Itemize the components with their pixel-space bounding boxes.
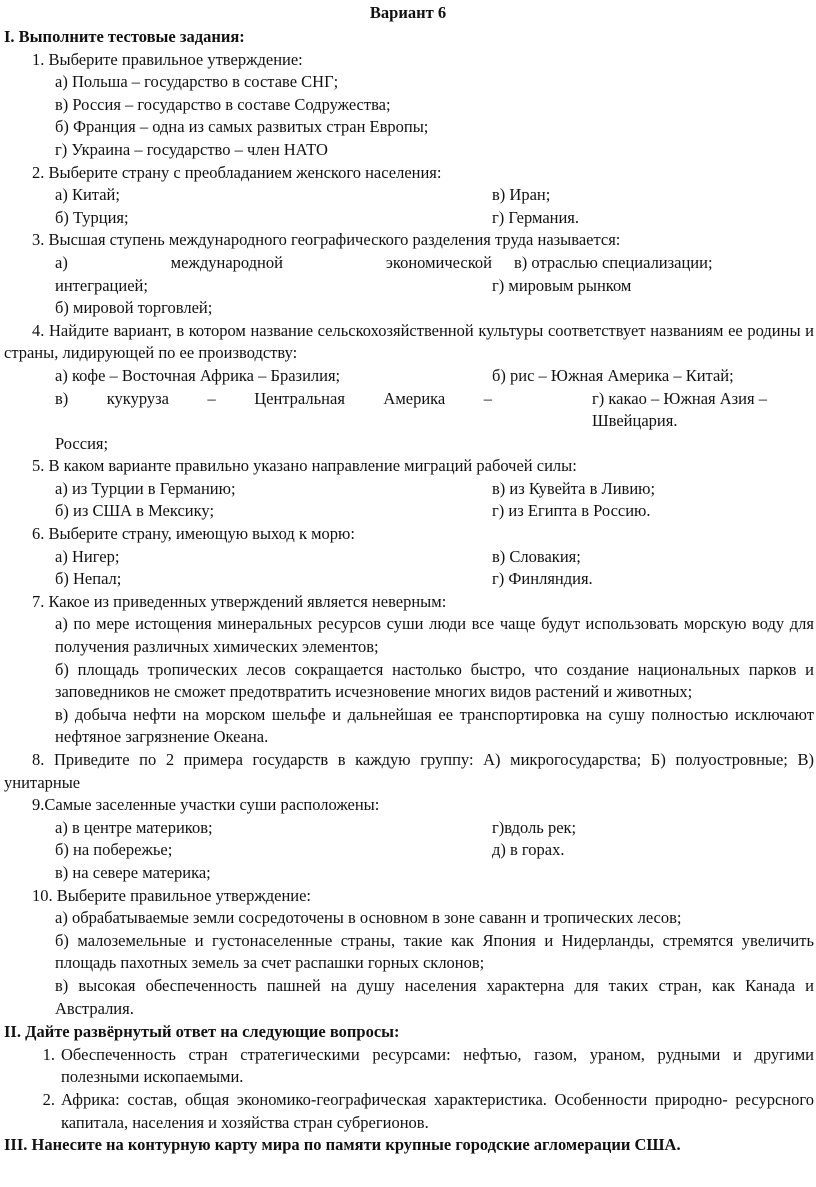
q4-option-v-cont: Россия; [55,433,109,453]
q3-option-a: а) международной экономической [55,252,492,272]
question-9: 9.Самые заселенные участки суши расположены: [32,795,380,815]
q9-option-v: в) на севере материка; [55,862,211,882]
list-item [22,1089,816,1134]
q2-option-b: б) Турция; [55,207,129,227]
question-3: 3. Высшая ступень международного географического разделения труда называется: [32,230,621,250]
page-title: Вариант 6 [369,3,447,22]
q7-option-a: а) по мере истощения минеральных ресурсов суши люди все чаще будут использовать морскую воду для получения различных химических элементов; [55,614,814,657]
q6-options-row-2 [0,568,816,591]
q5-options-row-1 [0,478,816,501]
question-6: 6. Выберите страну, имеющую выход к морю: [32,524,355,544]
question-7: 7. Какое из приведенных утверждений является неверным: [32,591,447,611]
q5-options-row-2 [0,500,816,523]
q7-option-v: в) добыча нефти на морском шельфе и дальнейшая ее транспортировка на сушу полностью исключают нефтяное загрязнение Океана. [55,704,814,747]
q4-option-a: а) кофе – Восточная Африка – Бразилия; [55,365,341,385]
q10-option-v: в) высокая обеспеченность пашней на душу населения характерна для таких стран, как Канада и Австралия. [55,975,814,1018]
q9-options-row-2 [0,839,816,862]
q3-option-g: г) мировым рынком [492,275,632,295]
q6-option-a: а) Нигер; [55,546,120,566]
q2-options-row-1 [0,184,816,207]
section-2-heading: II. Дайте развёрнутый ответ на следующие вопросы: [4,1022,400,1042]
q6-option-v: в) Словакия; [492,546,581,566]
question-1: 1. Выберите правильное утверждение: [32,49,303,69]
q4-option-v: в) кукуруза – Центральная Америка – [55,388,492,408]
q5-option-g: г) из Египта в Россию. [492,501,651,521]
question-4: 4. Найдите вариант, в котором название сельскохозяйственной культуры соответствует названиям ее родины и страны, лидирующей по ее производству: [4,320,814,363]
q9-option-a: а) в центре материков; [55,817,213,837]
question-8: 8. Приведите по 2 примера государств в каждую группу: А) микрогосударства; Б) полуостровные; В) унитарные [4,750,814,792]
q9-option-d: д) в горах. [492,840,565,860]
list-item-number: 1. [42,1044,55,1064]
question-10: 10. Выберите правильное утверждение: [32,885,312,905]
q3-option-v: в) отраслью специализации; [514,252,713,272]
open-questions-list [0,1044,816,1134]
q5-option-a: а) из Турции в Германию; [55,478,236,498]
q3-option-b: б) мировой торговлей; [55,298,213,318]
q9-option-b: б) на побережье; [55,840,173,860]
section-1-heading: I. Выполните тестовые задания: [4,27,245,46]
q4-options-row-1 [0,365,816,388]
q6-options-row-1 [0,546,816,569]
q1-option-a: а) Польша – государство в составе СНГ; [55,72,339,92]
section-3-heading: III. Нанесите на контурную карту мира по памяти крупные городские агломерации США. [4,1135,681,1155]
q2-options-row-2 [0,207,816,230]
q3-options-row-1 [0,252,816,275]
q2-option-g: г) Германия. [492,207,580,227]
q3-options-row-2 [0,275,816,298]
q9-options-row-1 [0,817,816,840]
q4-options-row-2 [0,388,816,433]
question-5: 5. В каком варианте правильно указано направление миграций рабочей силы: [32,456,577,476]
q4-option-g: г) какао – Южная Азия – Швейцария. [592,388,767,431]
q6-option-b: б) Непал; [55,569,122,589]
list-item-text: Обеспеченность стран стратегическими ресурсами: нефтью, газом, ураном, рудными и другими полезными ископаемыми. [61,1044,814,1087]
q10-option-a: а) обрабатываемые земли сосредоточены в основном в зоне саванн и тропических лесов; [55,908,682,928]
q4-option-b: б) рис – Южная Америка – Китай; [492,365,734,385]
q7-option-b: б) площадь тропических лесов сокращается настолько быстро, что создание национальных парков и заповедников не сможет предотвратить исчезновение многих видов растений и животных; [55,659,814,702]
list-item [22,1044,816,1089]
q5-option-v: в) из Кувейта в Ливию; [492,478,656,498]
q1-option-g: г) Украина – государство – член НАТО [55,139,328,159]
list-item-number: 2. [42,1089,55,1109]
q1-option-b: б) Франция – одна из самых развитых стран Европы; [55,117,429,137]
q6-option-g: г) Финляндия. [492,569,593,589]
list-item-text: Африка: состав, общая экономико-географическая характеристика. Особенности природно- ресурсного капитала, населения и хозяйства стран субрегионов. [61,1089,814,1132]
q2-option-a: а) Китай; [55,185,120,205]
question-2: 2. Выберите страну с преобладанием женского населения: [32,162,442,182]
q5-option-b: б) из США в Мексику; [55,501,215,521]
q1-option-v: в) Россия – государство в составе Содружества; [55,94,391,114]
q9-option-g: г)вдоль рек; [492,817,577,837]
q3-option-a-cont: интеграцией; [55,275,148,295]
q10-option-b: б) малоземельные и густонаселенные страны, такие как Япония и Нидерланды, стремятся увеличить площадь пахотных земель за счет распашки горных склонов; [55,930,814,973]
q2-option-v: в) Иран; [492,185,551,205]
